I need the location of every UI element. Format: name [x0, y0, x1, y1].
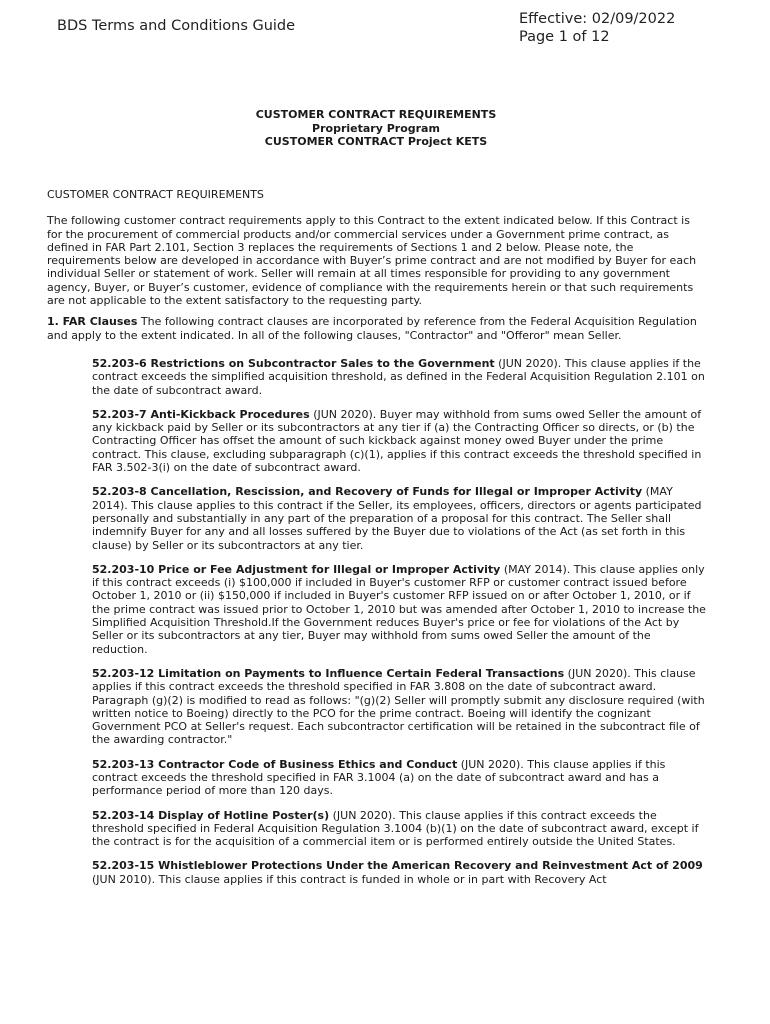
clause-list [92, 357, 708, 886]
page-number: Page 1 of 12 [519, 29, 610, 45]
far-clauses-text: The following contract clauses are incorporated by reference from the Federal Acquisition Regulation and apply to the extent indicated. In all of the following clauses, "Contractor" and "Offeror" mean Seller. [47, 315, 697, 342]
clause-title: 52.203-6 Restrictions on Subcontractor Sales to the Government [92, 356, 495, 370]
clause-title: 52.203-8 Cancellation, Rescission, and Recovery of Funds for Illegal or Improper Activity [92, 485, 643, 499]
clause-text: (JUN 2020). This clause applies if this contract exceeds the threshold specified in FAR 3.808 on the date of subcontract award. Paragraph (g)(2) is modified to read as follows: "(g)(2) Seller will promptly submit any disclosure required (with written notice to Boeing) directly to the PCO for the prime contract. Boeing will identify the cognizant Government PCO at Seller's request. Each subcontractor certification will be retained in the subcontract file of the awarding contractor." [92, 666, 705, 747]
clause-item [92, 809, 708, 849]
clause-item [92, 563, 708, 656]
clause-text: (JUN 2020). This clause applies if this contract exceeds the threshold specified in Federal Acquisition Regulation 3.1004 (b)(1) on the date of subcontract award, except if the contract is for the acquisition of a commercial item or is performed entirely outside the United States. [92, 808, 699, 849]
clause-item [92, 485, 708, 551]
clause-text: (JUN 2020). This clause applies if the contract exceeds the simplified acquisition threshold, as defined in the Federal Acquisition Regulation 2.101 on the date of subcontract award. [92, 356, 705, 397]
title-line-1: CUSTOMER CONTRACT REQUIREMENTS [255, 108, 497, 121]
document-titles [0, 108, 752, 149]
clause-text: (JUN 2010). This clause applies if this contract is funded in whole or in part with Recovery Act [92, 872, 607, 886]
clause-item [92, 758, 708, 798]
clause-item [92, 667, 708, 747]
title-line-3: CUSTOMER CONTRACT Project KETS [264, 135, 488, 148]
far-clauses-heading: 1. FAR Clauses [47, 315, 138, 329]
far-clauses-paragraph [47, 315, 707, 342]
document-body [47, 188, 707, 897]
clause-title: 52.203-13 Contractor Code of Business Ethics and Conduct [92, 757, 458, 771]
clause-text: (JUN 2020). This clause applies if this contract exceeds the threshold specified in FAR 3.1004 (a) on the date of subcontract award and has a performance period of more than 120 days. [92, 757, 666, 798]
section-heading: CUSTOMER CONTRACT REQUIREMENTS [47, 188, 264, 201]
header-info [519, 10, 675, 46]
clause-title: 52.203-14 Display of Hotline Poster(s) [92, 808, 330, 822]
clause-title: 52.203-12 Limitation on Payments to Influence Certain Federal Transactions [92, 666, 565, 680]
intro-paragraph: The following customer contract requirements apply to this Contract to the extent indicated below. If this Contract is for the procurement of commercial products and/or commercial services under a Government prime contract, as defined in FAR Part 2.101, Section 3 replaces the requirements of Sections 1 and 2 below. Please note, the requirements below are developed in accordance with Buyer’s prime contract and are not modified by Buyer for each individual Seller or statement of work. Seller will remain at all times responsible for providing to any government agency, Buyer, or Buyer’s customer, evidence of compliance with the requirements herein or that such requirements are not applicable to the extent satisfactory to the requesting party. [47, 214, 697, 308]
clause-item [92, 357, 708, 397]
clause-text: (JUN 2020). Buyer may withhold from sums owed Seller the amount of any kickback paid by Seller or its subcontractors at any tier if (a) the Contracting Officer so directs, or (b) the Contracting Officer has offset the amount of such kickback against money owed Buyer under the prime contract. This clause, excluding subparagraph (c)(1), applies if this contract exceeds the threshold specified in FAR 3.502-3(i) on the date of subcontract award. [92, 407, 702, 475]
clause-item [92, 408, 708, 474]
header-title: BDS Terms and Conditions Guide [57, 18, 296, 34]
clause-title: 52.203-7 Anti-Kickback Procedures [92, 407, 310, 421]
clause-item [92, 859, 708, 886]
clause-text: (MAY 2014). This clause applies only if this contract exceeds (i) $100,000 if included in Buyer's customer RFP or customer contract issued before October 1, 2010 or (ii) $150,000 if included in Buyer's customer RFP issued on or after October 1, 2010, or if the prime contract was issued prior to October 1, 2010 but was amended after October 1, 2010 to increase the Simplified Acquisition Threshold.If the Government reduces Buyer's price or fee for violations of the Act by Seller or its subcontractors at any tier, Buyer may withhold from sums owed Seller the amount of the reduction. [92, 562, 706, 656]
clause-text: (MAY 2014). This clause applies to this contract if the Seller, its employees, officers, directors or agents participated personally and substantially in any part of the preparation of a proposal for this contract. The Seller shall indemnify Buyer for any and all losses suffered by the Buyer due to violations of the Act (as set forth in this clause) by Seller or its subcontractors at any tier. [92, 485, 702, 552]
title-line-2: Proprietary Program [312, 121, 440, 135]
clause-title: 52.203-10 Price or Fee Adjustment for Illegal or Improper Activity [92, 562, 501, 576]
clause-title: 52.203-15 Whistleblower Protections Under the American Recovery and Reinvestment Act of 2009 [92, 859, 703, 873]
effective-date: Effective: 02/09/2022 [519, 11, 676, 27]
